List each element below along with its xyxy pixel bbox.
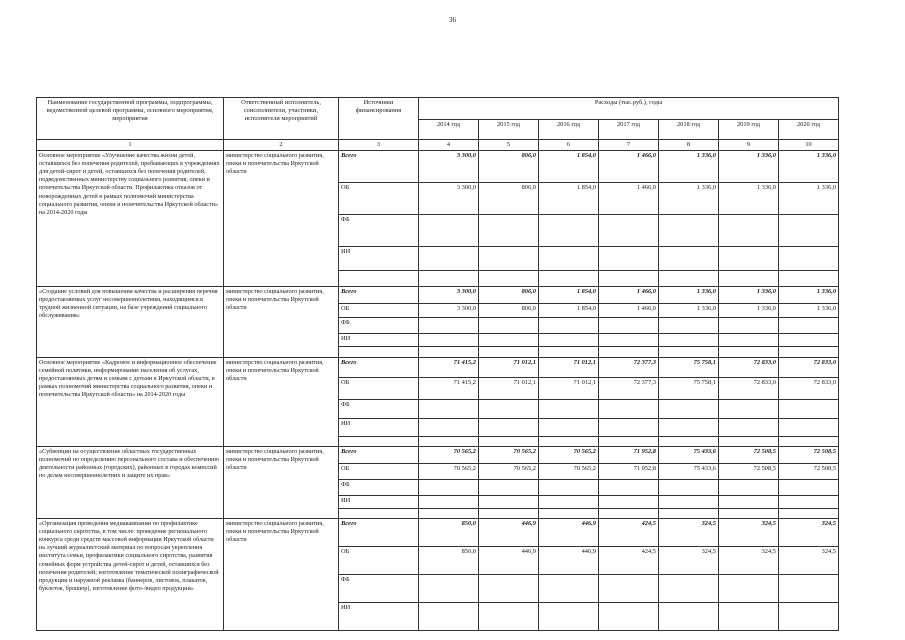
empty-cell bbox=[339, 271, 419, 287]
table-row bbox=[37, 358, 839, 378]
empty-cell bbox=[479, 437, 539, 447]
expense-value-cell: 424,5 bbox=[599, 519, 659, 547]
table-row bbox=[37, 151, 839, 183]
expense-value-cell: 1 336,0 bbox=[779, 287, 839, 304]
empty-cell bbox=[659, 271, 719, 287]
header-year: 2014 год bbox=[419, 120, 479, 140]
funding-source-cell: Всего bbox=[339, 447, 419, 464]
table-row bbox=[37, 287, 839, 304]
funding-source-cell: ОБ bbox=[339, 378, 419, 400]
table-row bbox=[37, 447, 839, 464]
expense-value-cell bbox=[659, 400, 719, 419]
header-year: 2015 год bbox=[479, 120, 539, 140]
expense-value-cell bbox=[539, 496, 599, 509]
empty-cell bbox=[659, 509, 719, 519]
funding-source-cell: ИИ bbox=[339, 603, 419, 631]
executor-cell: министерство социального развития, опеки и попечительства Иркутской области bbox=[224, 519, 339, 631]
expense-value-cell: 324,5 bbox=[779, 547, 839, 575]
expense-value-cell: 1 466,0 bbox=[599, 304, 659, 318]
column-number: 8 bbox=[659, 140, 719, 151]
expense-value-cell: 75 433,6 bbox=[659, 464, 719, 480]
expense-value-cell: 850,0 bbox=[419, 547, 479, 575]
expense-value-cell: 75 433,6 bbox=[659, 447, 719, 464]
expense-value-cell bbox=[479, 419, 539, 437]
empty-cell bbox=[719, 271, 779, 287]
expense-value-cell: 1 466,0 bbox=[599, 151, 659, 183]
expense-value-cell: 1 854,0 bbox=[539, 304, 599, 318]
header-year: 2019 год bbox=[719, 120, 779, 140]
empty-cell bbox=[339, 437, 419, 447]
expense-value-cell bbox=[779, 400, 839, 419]
expenses-table bbox=[36, 97, 839, 631]
empty-cell bbox=[479, 271, 539, 287]
expense-value-cell bbox=[659, 496, 719, 509]
empty-cell bbox=[539, 347, 599, 358]
funding-source-cell: ОБ bbox=[339, 547, 419, 575]
expense-value-cell bbox=[419, 247, 479, 271]
expense-value-cell bbox=[419, 419, 479, 437]
expense-value-cell: 72 508,5 bbox=[719, 464, 779, 480]
column-number: 10 bbox=[779, 140, 839, 151]
expense-value-cell bbox=[659, 215, 719, 247]
expense-value-cell bbox=[419, 215, 479, 247]
expense-value-cell bbox=[599, 603, 659, 631]
empty-cell bbox=[599, 509, 659, 519]
expense-value-cell: 850,0 bbox=[419, 519, 479, 547]
column-number: 4 bbox=[419, 140, 479, 151]
funding-source-cell: ФБ bbox=[339, 575, 419, 603]
expense-value-cell: 72 508,5 bbox=[779, 447, 839, 464]
empty-cell bbox=[659, 347, 719, 358]
expense-value-cell: 446,9 bbox=[479, 547, 539, 575]
funding-source-cell: ФБ bbox=[339, 400, 419, 419]
expense-value-cell bbox=[539, 215, 599, 247]
program-name-cell: «Организация проведения медиакампании по профилактике социального сиротства, в том числе: проведение регионального конкурса среди средств массовой информации Иркутской области на лучший журналистский материал по вопросам укрепления института семьи, профилактики социального сиротства, развития семейных форм устройства детей-сирот и детей, оставшихся без попечения родителей; изготовление тематической полиграфической продукции и наружной рекламы (баннеров, листовок, плакатов, буклетов, брошюр), изготовление фото-/видео продукции» bbox=[37, 519, 224, 631]
expense-value-cell bbox=[599, 575, 659, 603]
expense-value-cell bbox=[419, 575, 479, 603]
expense-value-cell: 1 854,0 bbox=[539, 151, 599, 183]
expense-value-cell: 1 854,0 bbox=[539, 287, 599, 304]
expense-value-cell: 71 415,2 bbox=[419, 358, 479, 378]
funding-source-cell: ОБ bbox=[339, 183, 419, 215]
expense-value-cell bbox=[659, 318, 719, 334]
expense-value-cell: 72 508,5 bbox=[779, 464, 839, 480]
expense-value-cell: 1 466,0 bbox=[599, 287, 659, 304]
expense-value-cell: 1 336,0 bbox=[659, 151, 719, 183]
expense-value-cell: 1 336,0 bbox=[659, 183, 719, 215]
column-number: 3 bbox=[339, 140, 419, 151]
expense-value-cell bbox=[719, 480, 779, 496]
expense-value-cell bbox=[659, 603, 719, 631]
expense-value-cell: 806,0 bbox=[479, 183, 539, 215]
header-year: 2018 год bbox=[659, 120, 719, 140]
header-executor: Ответственный исполнитель, соисполнители, участники, исполнители мероприятий bbox=[224, 98, 339, 140]
expense-value-cell bbox=[779, 575, 839, 603]
expense-value-cell bbox=[719, 318, 779, 334]
empty-cell bbox=[599, 271, 659, 287]
expense-value-cell: 70 565,2 bbox=[479, 447, 539, 464]
expense-value-cell: 324,5 bbox=[659, 547, 719, 575]
expense-value-cell: 324,5 bbox=[719, 519, 779, 547]
funding-source-cell: ОБ bbox=[339, 464, 419, 480]
funding-source-cell: ФБ bbox=[339, 318, 419, 334]
expense-value-cell: 1 336,0 bbox=[779, 151, 839, 183]
empty-cell bbox=[419, 437, 479, 447]
funding-source-cell: ИИ bbox=[339, 334, 419, 347]
expense-value-cell bbox=[599, 334, 659, 347]
column-number: 7 bbox=[599, 140, 659, 151]
program-name-cell: Основное мероприятие «Кадровое и информационное обеспечение семейной политики, информирование населения об услугах, предоставляемых детям и семьям с детьми в Иркутской области, в рамках полномочий министерства социального развития, опеки и попечительства Иркутской области» на 2014-2020 годы bbox=[37, 358, 224, 447]
expense-value-cell bbox=[479, 400, 539, 419]
funding-source-cell: Всего bbox=[339, 519, 419, 547]
expense-value-cell bbox=[479, 318, 539, 334]
expense-value-cell: 1 336,0 bbox=[719, 304, 779, 318]
expense-value-cell: 806,0 bbox=[479, 151, 539, 183]
program-name-cell: «Субвенции на осуществление областных государственных полномочий по определению персонального состава и обеспечению деятельности районных (городских), районных в городах комиссий по делам несовершеннолетних и защите их прав» bbox=[37, 447, 224, 519]
column-number: 5 bbox=[479, 140, 539, 151]
expense-value-cell bbox=[779, 480, 839, 496]
expense-value-cell: 70 565,2 bbox=[539, 464, 599, 480]
expense-value-cell bbox=[779, 496, 839, 509]
expense-value-cell bbox=[599, 318, 659, 334]
expense-value-cell: 446,9 bbox=[539, 547, 599, 575]
funding-source-cell: ИИ bbox=[339, 247, 419, 271]
executor-cell: министерство социального развития, опеки и попечительства Иркутской области bbox=[224, 447, 339, 519]
expense-value-cell: 424,5 bbox=[599, 547, 659, 575]
expense-value-cell bbox=[779, 603, 839, 631]
expense-value-cell: 72 377,3 bbox=[599, 358, 659, 378]
expense-value-cell bbox=[659, 334, 719, 347]
expense-value-cell bbox=[659, 419, 719, 437]
expense-value-cell bbox=[659, 575, 719, 603]
expense-value-cell bbox=[779, 318, 839, 334]
expense-value-cell bbox=[479, 334, 539, 347]
expense-value-cell: 71 012,1 bbox=[539, 378, 599, 400]
expense-value-cell bbox=[599, 419, 659, 437]
expense-value-cell: 72 833,0 bbox=[779, 378, 839, 400]
expense-value-cell: 71 415,2 bbox=[419, 378, 479, 400]
expense-value-cell: 3 300,0 bbox=[419, 287, 479, 304]
empty-cell bbox=[659, 437, 719, 447]
empty-cell bbox=[719, 509, 779, 519]
expense-value-cell bbox=[419, 318, 479, 334]
expense-value-cell bbox=[779, 334, 839, 347]
empty-cell bbox=[779, 271, 839, 287]
expense-value-cell: 1 336,0 bbox=[719, 287, 779, 304]
empty-cell bbox=[719, 347, 779, 358]
expense-value-cell bbox=[719, 247, 779, 271]
expense-value-cell: 75 758,1 bbox=[659, 358, 719, 378]
expense-value-cell: 71 012,1 bbox=[539, 358, 599, 378]
expense-value-cell: 72 833,0 bbox=[779, 358, 839, 378]
funding-source-cell: ФБ bbox=[339, 215, 419, 247]
column-number: 6 bbox=[539, 140, 599, 151]
expense-value-cell bbox=[719, 419, 779, 437]
expense-value-cell bbox=[719, 215, 779, 247]
expense-value-cell: 72 508,5 bbox=[719, 447, 779, 464]
executor-cell: министерство социального развития, опеки и попечительства Иркутской области bbox=[224, 151, 339, 287]
expense-value-cell bbox=[479, 480, 539, 496]
expense-value-cell: 3 300,0 bbox=[419, 304, 479, 318]
expense-value-cell: 70 565,2 bbox=[419, 447, 479, 464]
header-year: 2017 год bbox=[599, 120, 659, 140]
empty-cell bbox=[539, 271, 599, 287]
table-row bbox=[37, 519, 839, 547]
expense-value-cell bbox=[599, 215, 659, 247]
empty-cell bbox=[779, 437, 839, 447]
expense-value-cell bbox=[659, 247, 719, 271]
expense-value-cell bbox=[719, 400, 779, 419]
expense-value-cell: 806,0 bbox=[479, 287, 539, 304]
program-name-cell: «Создание условий для повышения качества и расширения перечня предоставляемых услуг несовершеннолетним, находящимся в трудной жизненной ситуации, на базе учреждений социального обслуживания» bbox=[37, 287, 224, 358]
empty-cell bbox=[419, 347, 479, 358]
expense-value-cell bbox=[539, 480, 599, 496]
expense-value-cell: 72 833,0 bbox=[719, 358, 779, 378]
expense-value-cell bbox=[599, 400, 659, 419]
expense-value-cell bbox=[419, 334, 479, 347]
expense-value-cell: 1 336,0 bbox=[779, 183, 839, 215]
executor-cell: министерство социального развития, опеки и попечительства Иркутской области bbox=[224, 358, 339, 447]
program-name-cell: Основное мероприятие «Улучшение качества жизни детей, оставшихся без попечения родителей, пребывающих в учреждениях для детей-сирот и детей, оставшихся без попечения родителей, подведомственных министерству социального развития, опеки и попечительства Иркутской области. Профилактика отказов от новорожденных детей в рамках полномочий министерства социального развития, опеки и попечительства Иркутской области» на 2014-2020 годы bbox=[37, 151, 224, 287]
expense-value-cell bbox=[719, 496, 779, 509]
expense-value-cell bbox=[419, 480, 479, 496]
expense-value-cell bbox=[779, 215, 839, 247]
expense-value-cell: 1 336,0 bbox=[719, 151, 779, 183]
expense-value-cell bbox=[539, 318, 599, 334]
expense-value-cell: 3 300,0 bbox=[419, 151, 479, 183]
expense-value-cell: 70 565,2 bbox=[479, 464, 539, 480]
header-year: 2020 год bbox=[779, 120, 839, 140]
expense-value-cell: 324,5 bbox=[719, 547, 779, 575]
expense-value-cell bbox=[539, 575, 599, 603]
expense-value-cell bbox=[479, 575, 539, 603]
expense-value-cell: 71 952,8 bbox=[599, 464, 659, 480]
executor-cell: министерство социального развития, опеки и попечительства Иркутской области bbox=[224, 287, 339, 358]
funding-source-cell: ИИ bbox=[339, 419, 419, 437]
expense-value-cell: 3 300,0 bbox=[419, 183, 479, 215]
empty-cell bbox=[779, 509, 839, 519]
empty-cell bbox=[539, 437, 599, 447]
expense-value-cell bbox=[479, 496, 539, 509]
empty-cell bbox=[419, 509, 479, 519]
column-number: 9 bbox=[719, 140, 779, 151]
expense-value-cell bbox=[479, 215, 539, 247]
expense-value-cell bbox=[599, 496, 659, 509]
empty-cell bbox=[339, 347, 419, 358]
expense-value-cell: 1 336,0 bbox=[719, 183, 779, 215]
expense-value-cell bbox=[419, 400, 479, 419]
header-name: Наименование государственной программы, подпрограммы, ведомственной целевой программы, основного мероприятия, мероприятия bbox=[37, 98, 224, 140]
empty-cell bbox=[479, 509, 539, 519]
empty-cell bbox=[779, 347, 839, 358]
header-source: Источники финансирования bbox=[339, 98, 419, 140]
expense-value-cell bbox=[539, 419, 599, 437]
empty-cell bbox=[339, 509, 419, 519]
expense-value-cell bbox=[719, 575, 779, 603]
empty-cell bbox=[719, 437, 779, 447]
expense-value-cell bbox=[599, 247, 659, 271]
expense-value-cell bbox=[479, 247, 539, 271]
expense-value-cell: 446,9 bbox=[539, 519, 599, 547]
funding-source-cell: Всего bbox=[339, 151, 419, 183]
column-number: 2 bbox=[224, 140, 339, 151]
expense-value-cell bbox=[719, 334, 779, 347]
expense-value-cell bbox=[779, 419, 839, 437]
expense-value-cell bbox=[419, 603, 479, 631]
expense-value-cell bbox=[719, 603, 779, 631]
page-number: 36 bbox=[449, 16, 456, 24]
expense-value-cell: 71 952,8 bbox=[599, 447, 659, 464]
expense-value-cell: 446,9 bbox=[479, 519, 539, 547]
empty-cell bbox=[599, 347, 659, 358]
funding-source-cell: Всего bbox=[339, 358, 419, 378]
expense-value-cell: 70 565,2 bbox=[419, 464, 479, 480]
header-year: 2016 год bbox=[539, 120, 599, 140]
column-number: 1 bbox=[37, 140, 224, 151]
expense-value-cell: 1 466,0 bbox=[599, 183, 659, 215]
expense-value-cell bbox=[599, 480, 659, 496]
expense-value-cell bbox=[659, 480, 719, 496]
funding-source-cell: Всего bbox=[339, 287, 419, 304]
expense-value-cell: 324,5 bbox=[779, 519, 839, 547]
empty-cell bbox=[539, 509, 599, 519]
expense-value-cell: 71 012,1 bbox=[479, 378, 539, 400]
expense-value-cell: 1 336,0 bbox=[659, 304, 719, 318]
funding-source-cell: ИИ bbox=[339, 496, 419, 509]
expense-value-cell bbox=[539, 334, 599, 347]
funding-source-cell: ФБ bbox=[339, 480, 419, 496]
empty-cell bbox=[419, 271, 479, 287]
expense-value-cell: 71 012,1 bbox=[479, 358, 539, 378]
expense-value-cell bbox=[419, 496, 479, 509]
funding-source-cell: ОБ bbox=[339, 304, 419, 318]
expense-value-cell: 1 336,0 bbox=[659, 287, 719, 304]
header-expenses: Расходы (тыс.руб.), годы bbox=[419, 98, 839, 120]
empty-cell bbox=[599, 437, 659, 447]
expense-value-cell: 72 377,3 bbox=[599, 378, 659, 400]
expense-value-cell: 806,0 bbox=[479, 304, 539, 318]
expense-value-cell: 70 565,2 bbox=[539, 447, 599, 464]
expense-value-cell: 72 833,0 bbox=[719, 378, 779, 400]
expense-value-cell bbox=[539, 247, 599, 271]
expense-value-cell: 1 854,0 bbox=[539, 183, 599, 215]
expense-value-cell bbox=[539, 603, 599, 631]
expense-value-cell: 324,5 bbox=[659, 519, 719, 547]
expense-value-cell bbox=[479, 603, 539, 631]
empty-cell bbox=[479, 347, 539, 358]
expense-value-cell: 1 336,0 bbox=[779, 304, 839, 318]
expense-value-cell bbox=[779, 247, 839, 271]
expense-value-cell bbox=[539, 400, 599, 419]
expense-value-cell: 75 758,1 bbox=[659, 378, 719, 400]
